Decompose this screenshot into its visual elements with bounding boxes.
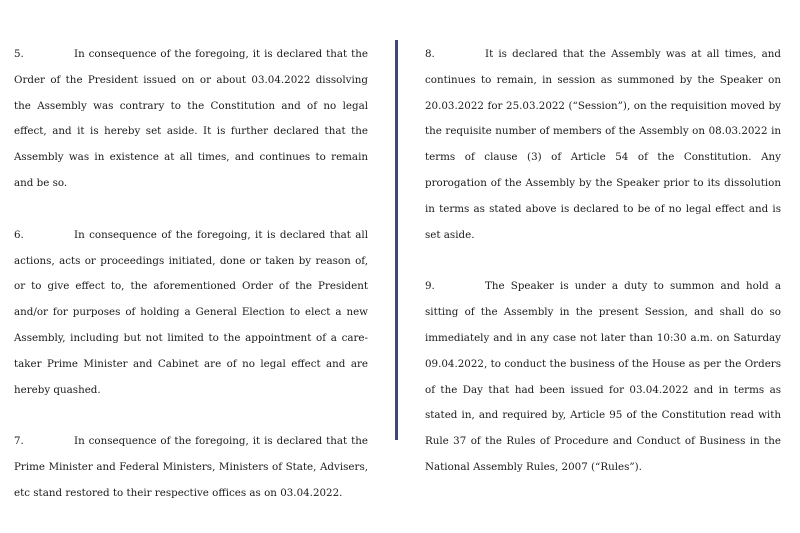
paragraph-number: 9. <box>425 280 435 293</box>
paragraph-6 <box>14 223 368 404</box>
paragraph-text: In consequence of the foregoing, it is declared that the Order of the President issued on or about 03.04.2022 dissolving the Assembly was contrary to the Constitution and of no legal effect, and it is hereby set aside. It is further declared that the Assembly was in existence at all times, and continues to remain and be so. <box>14 48 368 189</box>
paragraph-9 <box>425 274 781 480</box>
paragraph-text: In consequence of the foregoing, it is declared that the Prime Minister and Federal Ministers, Ministers of State, Advisers, etc stand restored to their respective offices as on 03.04.2022. <box>14 435 368 499</box>
paragraph-number: 6. <box>14 228 24 241</box>
paragraph-text: In consequence of the foregoing, it is declared that all actions, acts or proceedings initiated, done or taken by reason of, or to give effect to, the aforementioned Order of the President and/or for purposes of holding a General Election to elect a new Assembly, including but not limited to the appointment of a care-taker Prime Minister and Cabinet are of no legal effect and are hereby quashed. <box>14 228 368 396</box>
paragraph-number: 8. <box>425 48 435 60</box>
left-column <box>14 42 368 533</box>
paragraph-7 <box>14 429 368 506</box>
paragraph-number: 7. <box>14 435 24 448</box>
paragraph-8 <box>425 42 781 248</box>
paragraph-number: 5. <box>14 48 24 60</box>
paragraph-text: It is declared that the Assembly was at all times, and continues to remain, in session as summoned by the Speaker on 20.03.2022 for 25.03.2022 (“Session”), on the requisition moved by the requisite number of members of the Assembly on 08.03.2022 in terms of clause (3) of Article 54 of the Constitution. Any prorogation of the Assembly by the Speaker prior to its dissolution in terms as stated above is declared to be of no legal effect and is set aside. <box>425 48 781 241</box>
paragraph-text: The Speaker is under a duty to summon and hold a sitting of the Assembly in the present Session, and shall do so immediately and in any case not later than 10:30 a.m. on Saturday 09.04.2022, to conduct the business of the House as per the Orders of the Day that had been issued for 03.04.2022 and in terms as stated in, and required by, Article 95 of the Constitution read with Rule 37 of the Rules of Procedure and Conduct of Business in the National Assembly Rules, 2007 (“Rules”). <box>425 280 781 473</box>
column-divider <box>395 40 398 440</box>
paragraph-5 <box>14 42 368 197</box>
right-column <box>425 42 781 507</box>
